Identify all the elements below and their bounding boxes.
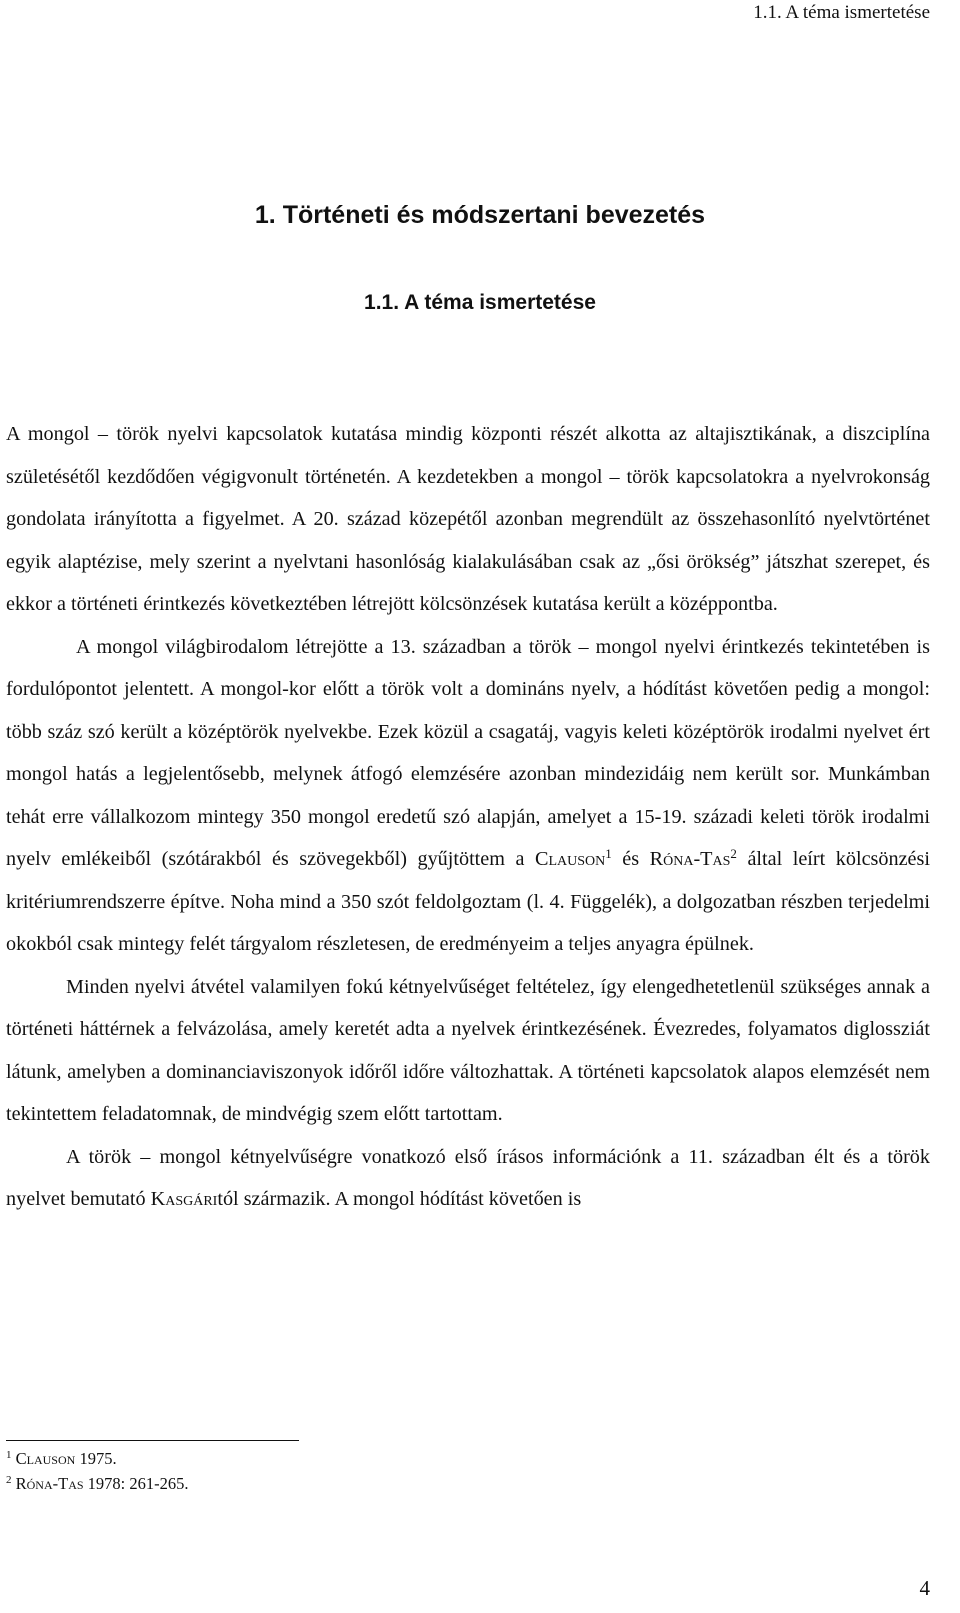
footnote-divider <box>6 1440 299 1441</box>
footnote-ref-2: 2 <box>730 846 737 861</box>
author-kasgari: Kasgári <box>150 1188 218 1210</box>
paragraph-2-text-b: és <box>611 848 650 870</box>
paragraph-3 <box>6 966 930 1136</box>
footnotes <box>6 1446 606 1496</box>
footnote-2-text: 1978: 261-265. <box>83 1474 189 1493</box>
paragraph-1-text: A mongol – török nyelvi kapcsolatok kutatása mindig központi részét alkotta az altajisztikának, a diszciplína születésétől kezdődően végigvonult történetén. A kezdetekben a mongol – török kapcsolatokra a nyelvrokonság gondolata irányította a figyelmet. A 20. század közepétől azonban megrendült az összehasonlító nyelvtörténet egyik alaptézise, mely szerint a nyelvtani hasonlóság kialakulásában csak az „ősi örökség” játszhat szerepet, és ekkor a történeti érintkezés következtében létrejött kölcsönzések kutatása került a középpontba. <box>6 423 930 615</box>
footnote-1-number: 1 <box>6 1449 12 1461</box>
section-title: 1.1. A téma ismertetése <box>364 291 596 314</box>
footnote-ref-1: 1 <box>605 846 612 861</box>
footnote-1-text: 1975. <box>75 1449 117 1468</box>
footnote-2-number: 2 <box>6 1474 12 1486</box>
paragraph-2-text-c: által leírt kölcsönzési kritériumrendszerre építve. Noha mind a 350 szót feldolgoztam (l. 4. Függelék), a dolgozatban részben terjedelmi okokból csak mintegy felét tárgyalom részletesen, de eredményeim a teljes anyagra épülnek. <box>6 848 930 955</box>
page-number: 4 <box>919 1576 930 1600</box>
paragraph-2-text-a: A mongol világbirodalom létrejötte a 13. században a török – mongol nyelvi érintkezés tekintetében is fordulópontot jelentett. A mongol-kor előtt a török volt a domináns nyelv, a hódítást követően pedig a mongol: több száz szó került a középtörök nyelvekbe. Ezek közül a csagatáj, vagyis keleti középtörök irodalmi nyelvet ért mongol hatás a legjelentősebb, melynek átfogó elemzésére azonban mindezidáig nem került sor. Munkámban tehát erre vállalkozom mintegy 350 mongol eredetű szó alapján, amelyet a 15-19. századi keleti török irodalmi nyelv emlékeiből (szótárakból és szövegekből) gyűjtöttem a <box>6 635 930 870</box>
paragraph-1 <box>6 413 930 626</box>
running-header: 1.1. A téma ismertetése <box>753 2 930 23</box>
footnote-1 <box>6 1446 606 1471</box>
footnote-2 <box>6 1471 606 1496</box>
author-clauson: Clauson <box>535 848 606 870</box>
paragraph-4 <box>6 1136 930 1221</box>
footnote-2-author: Róna-Tas <box>15 1474 84 1493</box>
paragraph-4-text-a: A török – mongol kétnyelvűségre vonatkozó első írásos információnk a 11. században élt és a török nyelvet bemutató <box>6 1145 930 1210</box>
paragraph-4-text-b: tól származik. A mongol hódítást követően is <box>217 1188 582 1210</box>
chapter-title: 1. Történeti és módszertani bevezetés <box>254 201 706 229</box>
footnote-1-author: Clauson <box>15 1449 76 1468</box>
body-text <box>6 413 930 1221</box>
paragraph-3-text: Minden nyelvi átvétel valamilyen fokú kétnyelvűséget feltételez, így elengedhetetlenül szükséges annak a történeti háttérnek a felvázolása, amely keretét adta a nyelvek érintkezésének. Évezredes, folyamatos diglossziát látunk, amelyben a dominanciaviszonyok időről időre változhattak. A történeti kapcsolatok alapos elemzését nem tekintettem feladatomnak, de mindvégig szem előtt tartottam. <box>6 975 930 1125</box>
author-rona-tas: Róna-Tas <box>649 848 731 870</box>
paragraph-2 <box>6 626 930 966</box>
